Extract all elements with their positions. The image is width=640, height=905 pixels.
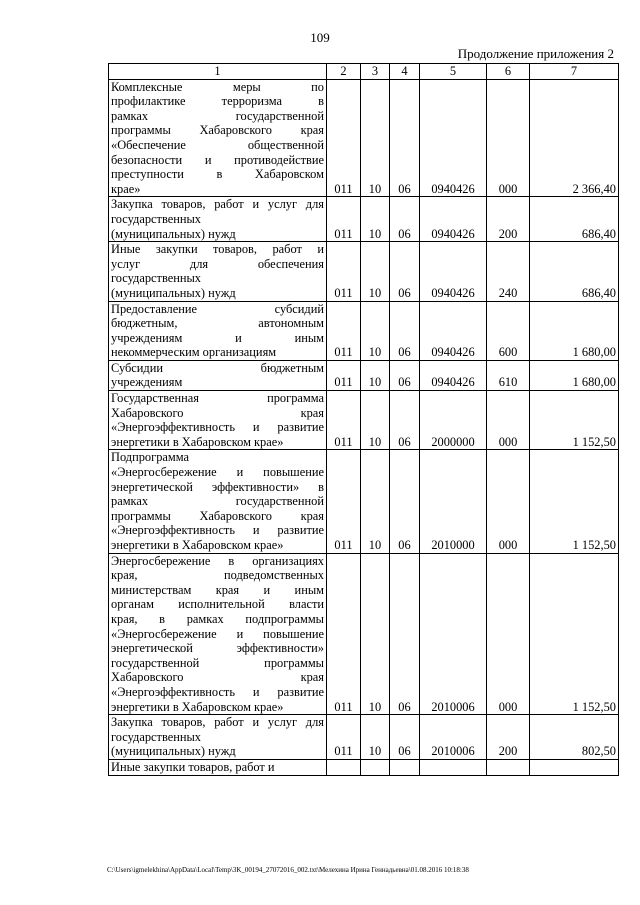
description-line: государственных xyxy=(111,729,202,744)
cell-pr: 06 xyxy=(390,450,420,553)
cell-csr: 0940426 xyxy=(420,301,487,360)
description-line: Комплексные меры по xyxy=(111,79,324,94)
continuation-label: Продолжение приложения 2 xyxy=(457,46,614,61)
description-line: рамках государственной xyxy=(111,494,324,509)
description-line: края, подведомственных xyxy=(111,568,324,583)
cell-rz: 10 xyxy=(361,450,390,553)
cell-csr: 2000000 xyxy=(420,391,487,450)
header-cell: 2 xyxy=(327,64,361,80)
cell-pr: 06 xyxy=(390,391,420,450)
cell-vr: 000 xyxy=(487,391,530,450)
cell-rz: 10 xyxy=(361,242,390,301)
description-line: некоммерческим организациям xyxy=(111,345,277,360)
description-line: профилактике терроризма в xyxy=(111,94,324,109)
cell-csr: 2010006 xyxy=(420,715,487,760)
row-description xyxy=(109,79,327,197)
cell-sum: 1 680,00 xyxy=(530,301,619,360)
table-row xyxy=(109,450,619,553)
description-line: безопасности и противодействие xyxy=(111,152,324,167)
description-line: государственной программы xyxy=(111,655,324,670)
row-description xyxy=(109,301,327,360)
cell-grbs: 011 xyxy=(327,715,361,760)
description-line: (муниципальных) нужд xyxy=(111,744,236,759)
table-row xyxy=(109,360,619,390)
cell-vr: 600 xyxy=(487,301,530,360)
description-line: края, в рамках подпрограммы xyxy=(111,611,324,626)
row-description xyxy=(109,242,327,301)
description-line: энергетической эффективности» xyxy=(111,641,324,656)
cell-grbs: 011 xyxy=(327,391,361,450)
table-row xyxy=(109,715,619,760)
cell-vr: 200 xyxy=(487,197,530,242)
cell-csr: 0940426 xyxy=(420,360,487,390)
description-line: Иные закупки товаров, работ и xyxy=(111,759,275,774)
description-line: крае» xyxy=(111,181,141,196)
cell-rz: 10 xyxy=(361,79,390,197)
header-cell: 3 xyxy=(361,64,390,80)
header-cell: 6 xyxy=(487,64,530,80)
cell-csr: 0940426 xyxy=(420,197,487,242)
cell-rz: 10 xyxy=(361,715,390,760)
cell-sum: 2 366,40 xyxy=(530,79,619,197)
cell-csr: 0940426 xyxy=(420,242,487,301)
description-line: Подпрограмма xyxy=(111,450,189,465)
description-line: Энергосбережение в организациях xyxy=(111,553,324,568)
description-line: «Обеспечение общественной xyxy=(111,137,324,152)
description-line: Иные закупки товаров, работ и xyxy=(111,242,324,257)
cell-sum xyxy=(530,759,619,775)
description-line: (муниципальных) нужд xyxy=(111,226,236,241)
cell-sum: 686,40 xyxy=(530,242,619,301)
cell-grbs: 011 xyxy=(327,242,361,301)
row-description xyxy=(109,197,327,242)
cell-vr: 000 xyxy=(487,553,530,715)
cell-vr xyxy=(487,759,530,775)
cell-grbs: 011 xyxy=(327,553,361,715)
row-description xyxy=(109,360,327,390)
cell-grbs: 011 xyxy=(327,301,361,360)
footer-file-path: C:\Users\igmelekhina\AppData\Local\Temp\3K_00194_27072016_002.txt\Мелехина Ирина Геннадьевна\01.08.2016 10:18:38 xyxy=(107,866,469,874)
description-line: энергетики в Хабаровском крае» xyxy=(111,699,284,714)
cell-sum: 686,40 xyxy=(530,197,619,242)
cell-vr: 240 xyxy=(487,242,530,301)
cell-rz: 10 xyxy=(361,553,390,715)
table-row xyxy=(109,301,619,360)
row-description xyxy=(109,759,327,775)
cell-rz xyxy=(361,759,390,775)
description-line: Хабаровского края xyxy=(111,405,324,420)
cell-sum: 1 152,50 xyxy=(530,450,619,553)
description-line: учреждениям и иным xyxy=(111,330,324,345)
description-line: Предоставление субсидий xyxy=(111,301,324,316)
cell-rz: 10 xyxy=(361,301,390,360)
description-line: услуг для обеспечения xyxy=(111,256,324,271)
description-line: государственных xyxy=(111,211,202,226)
cell-vr: 000 xyxy=(487,79,530,197)
description-line: государственных xyxy=(111,271,202,286)
description-line: рамках государственной xyxy=(111,108,324,123)
cell-rz: 10 xyxy=(361,197,390,242)
budget-table xyxy=(108,63,619,776)
cell-vr: 610 xyxy=(487,360,530,390)
header-cell: 7 xyxy=(530,64,619,80)
description-line: министерствам края и иным xyxy=(111,582,324,597)
cell-csr: 0940426 xyxy=(420,79,487,197)
header-cell: 4 xyxy=(390,64,420,80)
cell-grbs: 011 xyxy=(327,360,361,390)
description-line: «Энергосбережение и повышение xyxy=(111,626,324,641)
cell-rz: 10 xyxy=(361,360,390,390)
cell-sum: 1 680,00 xyxy=(530,360,619,390)
cell-sum: 1 152,50 xyxy=(530,391,619,450)
description-line: (муниципальных) нужд xyxy=(111,285,236,300)
description-line: органам исполнительной власти xyxy=(111,597,324,612)
cell-vr: 200 xyxy=(487,715,530,760)
cell-rz: 10 xyxy=(361,391,390,450)
cell-grbs xyxy=(327,759,361,775)
cell-grbs: 011 xyxy=(327,450,361,553)
description-line: учреждениям xyxy=(111,375,183,390)
row-description xyxy=(109,450,327,553)
table-row xyxy=(109,553,619,715)
description-line: энергетической эффективности» в xyxy=(111,479,324,494)
header-cell: 1 xyxy=(109,64,327,80)
cell-grbs: 011 xyxy=(327,79,361,197)
cell-pr: 06 xyxy=(390,79,420,197)
row-description xyxy=(109,553,327,715)
description-line: Государственная программа xyxy=(111,391,324,406)
cell-csr: 2010006 xyxy=(420,553,487,715)
description-line: Хабаровского края xyxy=(111,670,324,685)
description-line: бюджетным, автономным xyxy=(111,316,324,331)
row-description xyxy=(109,715,327,760)
description-line: «Энергоэффективность и развитие xyxy=(111,523,324,538)
description-line: «Энергоэффективность и развитие xyxy=(111,420,324,435)
description-line: программы Хабаровского края xyxy=(111,123,324,138)
cell-pr: 06 xyxy=(390,197,420,242)
description-line: Субсидии бюджетным xyxy=(111,360,324,375)
description-line: преступности в Хабаровском xyxy=(111,167,324,182)
description-line: Закупка товаров, работ и услуг для xyxy=(111,197,324,212)
table-row xyxy=(109,242,619,301)
table-row xyxy=(109,759,619,775)
table-row xyxy=(109,79,619,197)
cell-pr: 06 xyxy=(390,360,420,390)
description-line: «Энергосбережение и повышение xyxy=(111,465,324,480)
table-row xyxy=(109,391,619,450)
table-row xyxy=(109,197,619,242)
cell-pr: 06 xyxy=(390,715,420,760)
cell-vr: 000 xyxy=(487,450,530,553)
description-line: программы Хабаровского края xyxy=(111,508,324,523)
cell-grbs: 011 xyxy=(327,197,361,242)
cell-pr: 06 xyxy=(390,242,420,301)
page-number: 109 xyxy=(310,30,330,45)
cell-sum: 802,50 xyxy=(530,715,619,760)
cell-pr: 06 xyxy=(390,301,420,360)
header-cell: 5 xyxy=(420,64,487,80)
cell-pr: 06 xyxy=(390,553,420,715)
cell-sum: 1 152,50 xyxy=(530,553,619,715)
description-line: Закупка товаров, работ и услуг для xyxy=(111,715,324,730)
cell-pr xyxy=(390,759,420,775)
header-row xyxy=(109,64,619,80)
description-line: энергетики в Хабаровском крае» xyxy=(111,538,284,552)
description-line: энергетики в Хабаровском крае» xyxy=(111,434,284,449)
cell-csr: 2010000 xyxy=(420,450,487,553)
description-line: «Энергоэффективность и развитие xyxy=(111,684,324,699)
cell-csr xyxy=(420,759,487,775)
row-description xyxy=(109,391,327,450)
